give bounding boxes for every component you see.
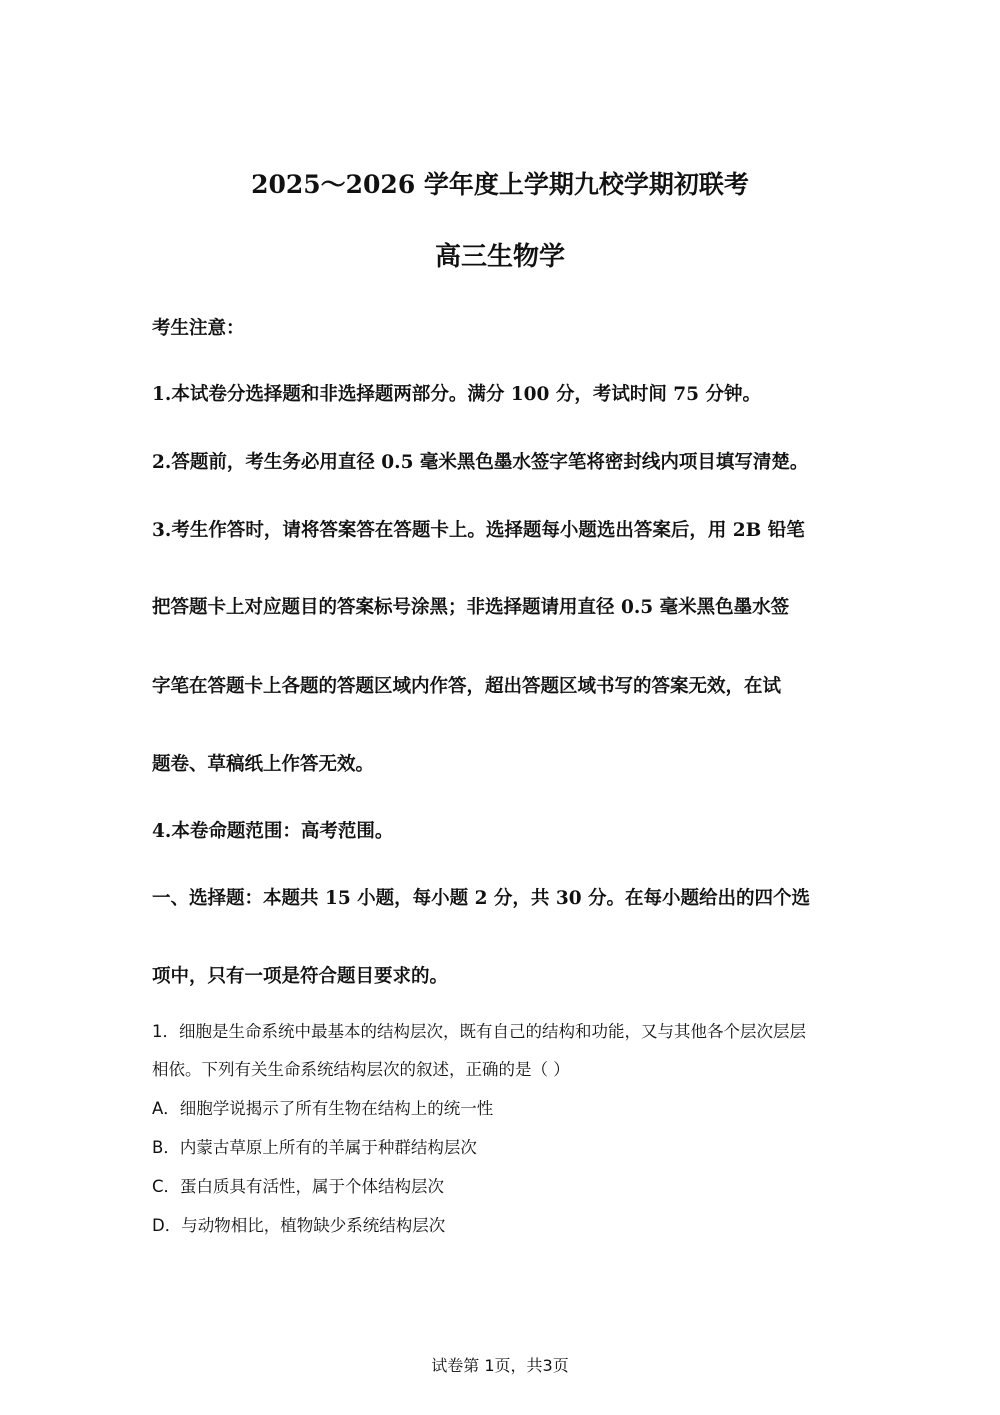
question-1-option-d: D．与动物相比，植物缺少系统结构层次 xyxy=(152,1216,446,1235)
question-1-stem-line-1: 1．细胞是生命系统中最基本的结构层次，既有自己的结构和功能，又与其他各个层次层层 xyxy=(152,1022,806,1041)
notice-item-3-line-3: 字笔在答题卡上各题的答题区域内作答，超出答题区域书写的答案无效，在试 xyxy=(152,676,782,697)
notice-heading: 考生注意： xyxy=(152,318,245,339)
section-heading-line-1: 一、选择题：本题共 15 小题，每小题 2 分，共 30 分。在每小题给出的四个选 xyxy=(152,888,811,909)
notice-item-3-line-2: 把答题卡上对应题目的答案标号涂黑；非选择题请用直径 0.5 毫米黑色墨水签 xyxy=(152,597,790,618)
notice-item-3-line-4: 题卷、草稿纸上作答无效。 xyxy=(152,754,375,775)
notice-item-1: 1.本试卷分选择题和非选择题两部分。满分 100 分，考试时间 75 分钟。 xyxy=(152,384,761,405)
question-1-stem-line-2: 相依。下列有关生命系统结构层次的叙述，正确的是（ ） xyxy=(152,1060,570,1079)
question-1-option-a: A．细胞学说揭示了所有生物在结构上的统一性 xyxy=(152,1099,494,1118)
notice-item-2: 2.答题前，考生务必用直径 0.5 毫米黑色墨水签字笔将密封线内项目填写清楚。 xyxy=(152,452,809,473)
notice-item-4: 4.本卷命题范围：高考范围。 xyxy=(152,821,394,842)
exam-subject: 高三生物学 xyxy=(434,242,565,272)
exam-title: 2025～2026 学年度上学期九校学期初联考 xyxy=(251,170,749,199)
page-footer: 试卷第 1页，共3页 xyxy=(431,1356,569,1375)
question-1-option-b: B．内蒙古草原上所有的羊属于种群结构层次 xyxy=(152,1138,477,1157)
section-heading-line-2: 项中，只有一项是符合题目要求的。 xyxy=(152,966,449,987)
notice-item-3-line-1: 3.考生作答时，请将答案答在答题卡上。选择题每小题选出答案后，用 2B 铅笔 xyxy=(152,520,805,541)
question-1-option-c: C．蛋白质具有活性，属于个体结构层次 xyxy=(152,1177,445,1196)
